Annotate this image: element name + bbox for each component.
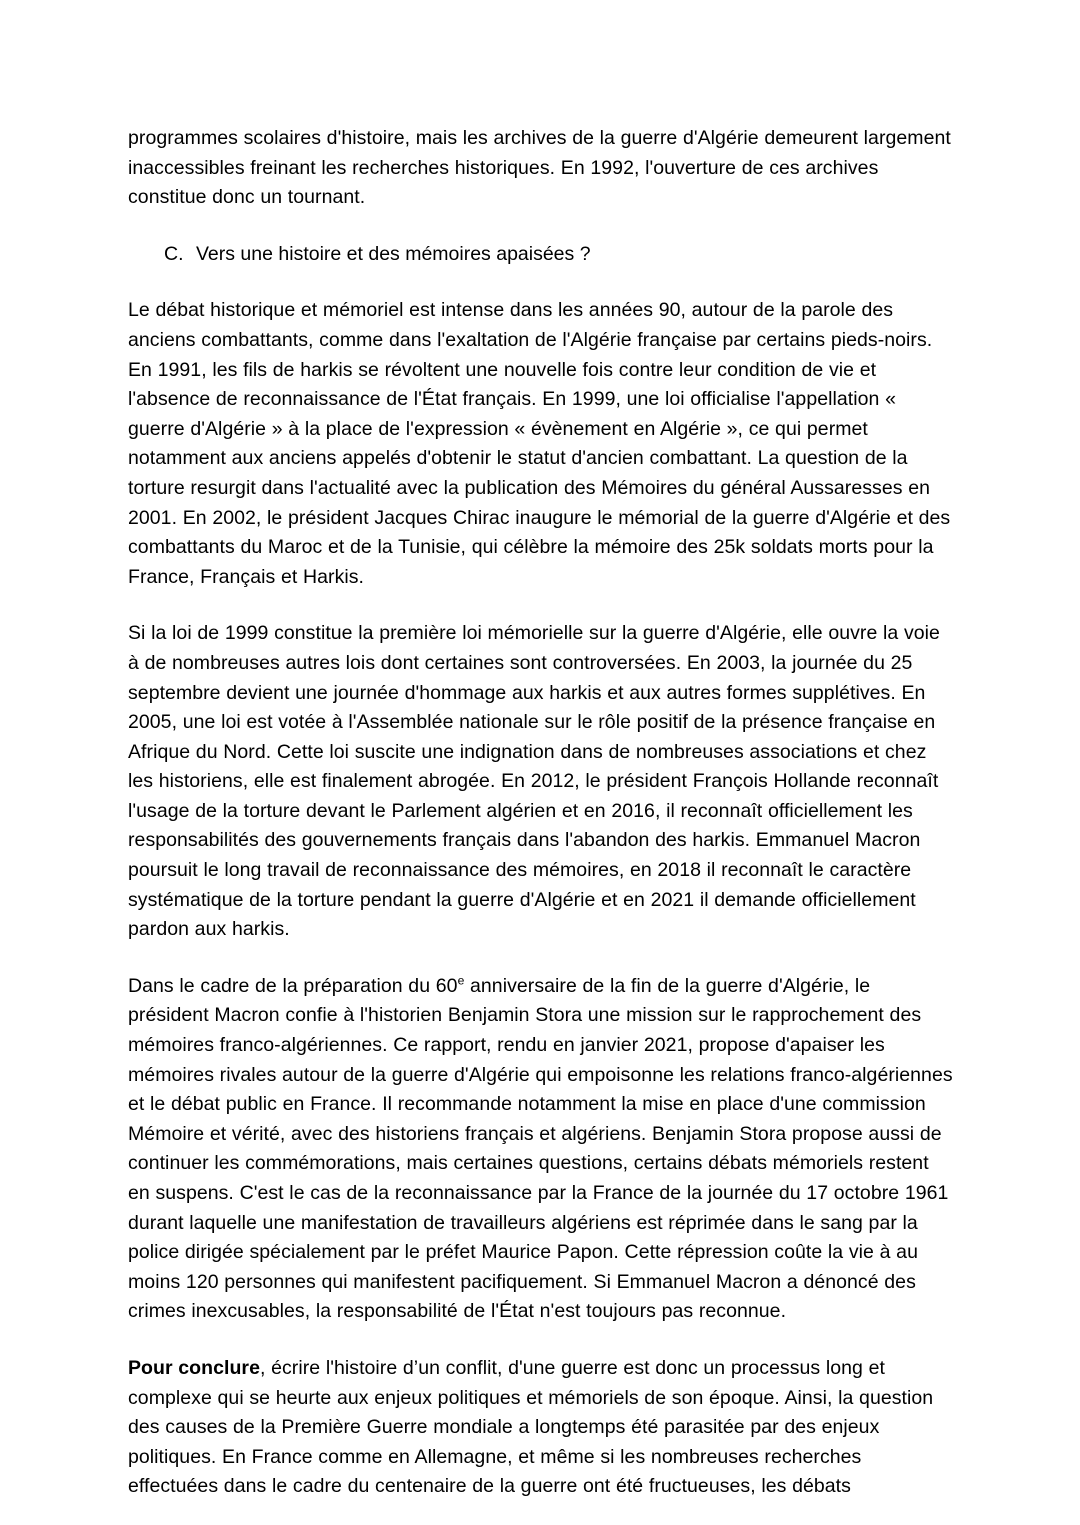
conclusion-lead-in: Pour conclure (128, 1356, 260, 1379)
document-body (128, 124, 956, 1502)
conclusion-body-text: , écrire l'histoire d’un conflit, d'une guerre est donc un processus long et complexe qui se heurte aux enjeux politiques et mémoriels de son époque. Ainsi, la question des causes de la Première Guerre mondiale a longtemps été parasitée par des enjeux politiques. En France comme en Allemagne, et même si les nombreuses recherches effectuées dans le cadre du centenaire de la guerre ont été fructueuses, les débats (128, 1356, 934, 1498)
section-heading-c-label: Vers une histoire et des mémoires apaisées ? (196, 242, 591, 265)
paragraph-lois-memorielles: Si la loi de 1999 constitue la première loi mémorielle sur la guerre d'Algérie, elle ouvre la voie à de nombreuses autres lois dont certaines sont controversées. En 2003, la journée du 25 septembre devient une journée d'hommage aux harkis et aux autres formes supplétives. En 2005, une loi est votée à l'Assemblée nationale sur le rôle positif de la présence française en Afrique du Nord. Cette loi suscite une indignation dans de nombreuses associations et chez les historiens, elle est finalement abrogée. En 2012, le président François Hollande reconnaît l'usage de la torture devant le Parlement algérien et en 2016, il reconnaît officiellement les responsabilités des gouvernements français dans l'abandon des harkis. Emmanuel Macron poursuit le long travail de reconnaissance des mémoires, en 2018 il reconnaît le caractère systématique de la torture pendant la guerre d'Algérie et en 2021 il demande officiellement pardon aux harkis. (128, 622, 940, 941)
paragraph-debat-memoriel: Le débat historique et mémoriel est intense dans les années 90, autour de la parole des anciens combattants, comme dans l'exaltation de l'Algérie française par certains pieds-noirs. En 1991, les fils de harkis se révoltent une nouvelle fois contre leur condition de vie et l'absence de reconnaissance de l'État français. En 1999, une loi officialise l'appellation « guerre d'Algérie » à la place de l'expression « évènement en Algérie », ce qui permet notamment aux anciens appelés d'obtenir le statut d'ancien combattant. La question de la torture resurgit dans l'actualité avec la publication des Mémoires du général Aussaresses en 2001. En 2002, le président Jacques Chirac inaugure le mémorial de la guerre d'Algérie et des combattants du Maroc et de la Tunisie, qui célèbre la mémoire des 25k soldats morts pour la France, Français et Harkis. (128, 299, 951, 588)
section-heading-c (128, 240, 956, 270)
paragraph-rapport-stora-text-start: Dans le cadre de la préparation du 60 (128, 974, 458, 997)
paragraph-archives-ouverture: programmes scolaires d'histoire, mais les archives de la guerre d'Algérie demeurent largement inaccessibles freinant les recherches historiques. En 1992, l'ouverture de ces archives constitue donc un tournant. (128, 127, 951, 209)
paragraph-rapport-stora-text-end: anniversaire de la fin de la guerre d'Algérie, le président Macron confie à l'historien Benjamin Stora une mission sur le rapprochement des mémoires franco-algériennes. Ce rapport, rendu en janvier 2021, propose d'apaiser les mémoires rivales autour de la guerre d'Algérie qui empoisonne les relations franco-algériennes et le débat public en France. Il recommande notamment la mise en place d'une commission Mémoire et vérité, avec des historiens français et algériens. Benjamin Stora propose aussi de continuer les commémorations, mais certaines questions, certains débats mémoriels restent en suspens. C'est le cas de la reconnaissance par la France de la journée du 17 octobre 1961 durant laquelle une manifestation de travailleurs algériens est réprimée dans le sang par la police dirigée spécialement par le préfet Maurice Papon. Cette répression coûte la vie à au moins 120 personnes qui manifestent pacifiquement. Si Emmanuel Macron a dénoncé des crimes inexcusables, la responsabilité de l'État n'est toujours pas reconnue. (128, 974, 953, 1323)
ordinal-suffix: e (457, 973, 465, 988)
paragraph-conclusion (128, 1354, 956, 1502)
paragraph-rapport-stora (128, 972, 956, 1327)
section-heading-c-marker: C. (164, 242, 184, 265)
